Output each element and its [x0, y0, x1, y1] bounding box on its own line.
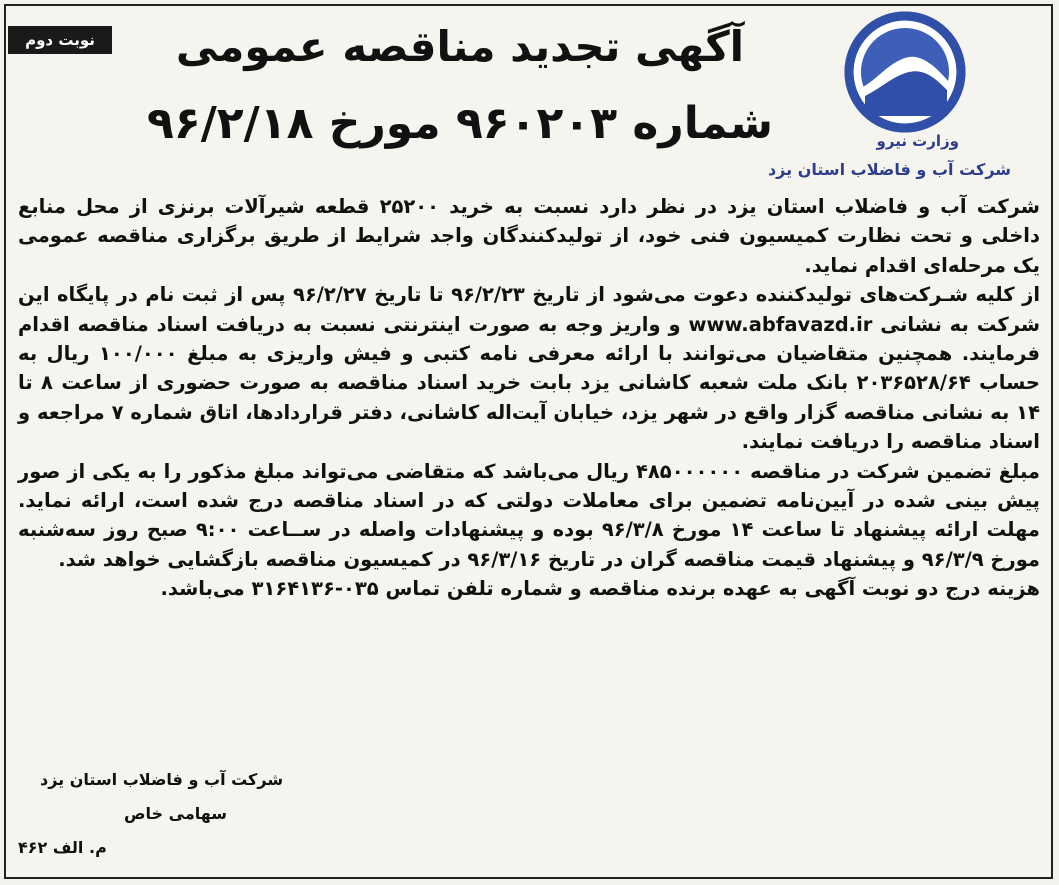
paragraph-documents-part1: از کلیه شـرکت‌های تولیدکننده دعوت می‌شود از تاریخ ۹۶/۲/۲۳ تا تاریخ ۹۶/۲/۲۷ پس از ثبت نام در پایگاه این شرکت به نشانی [18, 283, 1041, 336]
paragraph-documents [18, 280, 1040, 456]
reference-number: م. الف ۴۶۲ [18, 838, 107, 857]
paragraph-intro: شرکت آب و فاضلاب استان یزد در نظر دارد نسبت به خرید ۲۵۲۰۰ قطعه شیرآلات برنزی از محل منابع داخلی و تحت نظارت کمیسیون فنی خود، از تولیدکنندگان واجد شرایط از طریق برگزاری مناقصه عمومی یک مرحله‌ای اقدام نماید. [18, 195, 1040, 277]
ministry-name: وزارت نیرو [876, 132, 959, 150]
ad-body [18, 192, 1040, 604]
signature-type: سهامی خاص [124, 804, 228, 823]
paragraph-documents-part2: و واریز وجه به صورت اینترنتی نسبت به دریافت اسناد مناقصه اقدام فرمایند. همچنین متقاضیان می‌توانند با ارائه معرفی نامه کتبی و فیش واریزی به مبلغ ۱۰۰/۰۰۰ ریال به حساب ۲۰۳۶۵۲۸/۶۴ بانک ملت شعبه کاشانی یزد بابت خرید اسناد مناقصه به صورت حضوری از ساعت ۸ تا ۱۴ به نشانی مناقصه گزار واقع در شهر یزد، خیابان آیت‌اله کاشانی، دفتر قراردادها، اتاق شماره ۷ مراجعه و اسناد مناقصه را دریافت نمایند. [18, 312, 1041, 454]
signature-company: شرکت آب و فاضلاب استان یزد [40, 770, 284, 789]
company-name: شرکت آب و فاضلاب استان یزد [767, 160, 1011, 179]
paragraph-guarantee: مبلغ تضمین شرکت در مناقصه ۴۸۵۰۰۰۰۰۰ ریال می‌باشد که متقاضی می‌تواند مبلغ مذکور را به یکی از صور پیش بینی شده در آیین‌نامه تضمین برای معاملات دولتی که در اسناد مناقصه درج شده است، ارائه نماید. مهلت ارائه پیشنهاد تا ساعت ۱۴ مورخ ۹۶/۳/۸ بوده و پیشنهادات واصله در ســاعت ۹:۰۰ صبح روز سه‌شنبه مورخ ۹۶/۳/۹ و پیشنهاد قیمت مناقصه گران در تاریخ ۹۶/۳/۱۶ در کمیسیون مناقصه بازگشایی خواهد شد. [18, 459, 1041, 571]
paragraph-cost: هزینه درج دو نوبت آگهی به عهده برنده مناقصه و شماره تلفن تماس ۰۳۵-۳۱۶۴۱۳۶ می‌باشد. [160, 577, 1040, 601]
ad-title: آگهی تجدید مناقصه عمومی [175, 22, 745, 71]
website-link[interactable]: www.abfavazd.ir [688, 312, 873, 336]
water-company-logo-icon [843, 10, 967, 134]
round-badge: نوبت دوم [8, 26, 112, 54]
ad-number-date: شماره ۹۶۰۲۰۳ مورخ ۹۶/۲/۱۸ [147, 98, 773, 149]
